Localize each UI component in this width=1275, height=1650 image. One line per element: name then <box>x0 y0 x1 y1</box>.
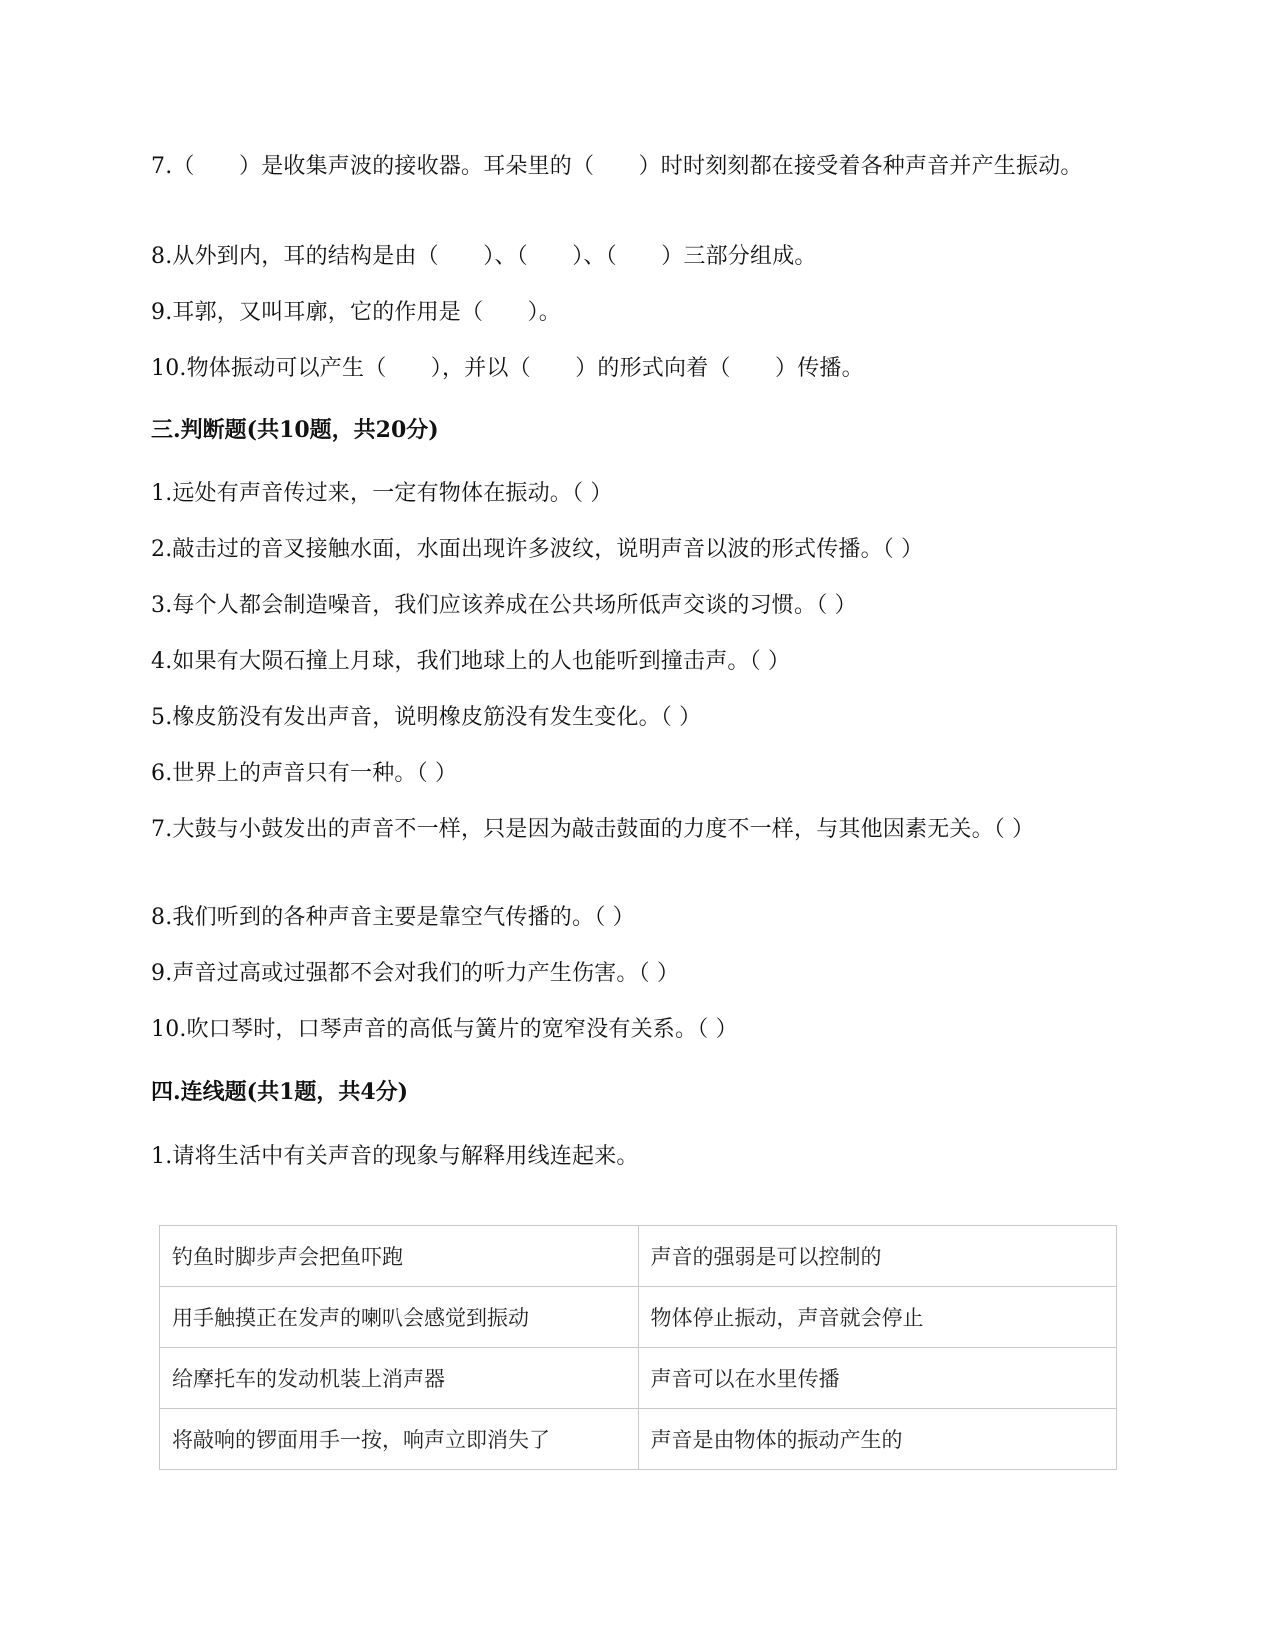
section-title-judgement: 三.判断题(共10题，共20分) <box>151 417 439 443</box>
phenomenon-cell: 钓鱼时脚步声会把鱼吓跑 <box>160 1226 639 1287</box>
judgement-question-3: 3.每个人都会制造噪音，我们应该养成在公共场所低声交谈的习惯。（ ） <box>151 593 857 618</box>
judgement-question-10: 10.吹口琴时，口琴声音的高低与簧片的宽窄没有关系。（ ） <box>151 1017 738 1042</box>
judgement-question-6: 6.世界上的声音只有一种。（ ） <box>151 761 458 786</box>
judgement-question-5: 5.橡皮筋没有发出声音，说明橡皮筋没有发生变化。（ ） <box>151 705 702 730</box>
phenomenon-cell: 用手触摸正在发声的喇叭会感觉到振动 <box>160 1287 639 1348</box>
fill-blank-question-9: 9.耳郭，又叫耳廓，它的作用是（ ）。 <box>151 300 561 325</box>
table-row <box>160 1226 1117 1287</box>
explanation-cell: 声音可以在水里传播 <box>638 1348 1117 1409</box>
judgement-question-2: 2.敲击过的音叉接触水面，水面出现许多波纹，说明声音以波的形式传播。（ ） <box>151 537 924 562</box>
phenomenon-cell: 将敲响的锣面用手一按，响声立即消失了 <box>160 1409 639 1470</box>
matching-question-1: 1.请将生活中有关声音的现象与解释用线连起来。 <box>151 1144 639 1169</box>
judgement-question-4: 4.如果有大陨石撞上月球，我们地球上的人也能听到撞击声。（ ） <box>151 649 791 674</box>
fill-blank-question-10: 10.物体振动可以产生（ ），并以（ ）的形式向着（ ）传播。 <box>151 356 864 381</box>
judgement-question-1: 1.远处有声音传过来，一定有物体在振动。（ ） <box>151 481 613 506</box>
section-title-matching: 四.连线题(共1题，共4分) <box>151 1079 409 1105</box>
fill-blank-question-7: 7.（ ）是收集声波的接收器。耳朵里的（ ）时时刻刻都在接受着各种声音并产生振动。 <box>151 154 1083 179</box>
explanation-cell: 声音的强弱是可以控制的 <box>638 1226 1117 1287</box>
judgement-question-7: 7.大鼓与小鼓发出的声音不一样，只是因为敲击鼓面的力度不一样，与其他因素无关。（ ） <box>151 817 1035 842</box>
phenomenon-cell: 给摩托车的发动机装上消声器 <box>160 1348 639 1409</box>
table-row <box>160 1348 1117 1409</box>
judgement-question-8: 8.我们听到的各种声音主要是靠空气传播的。（ ） <box>151 905 635 930</box>
explanation-cell: 声音是由物体的振动产生的 <box>638 1409 1117 1470</box>
explanation-cell: 物体停止振动，声音就会停止 <box>638 1287 1117 1348</box>
table-row <box>160 1409 1117 1470</box>
matching-table <box>159 1225 1117 1470</box>
judgement-question-9: 9.声音过高或过强都不会对我们的听力产生伤害。（ ） <box>151 961 680 986</box>
table-row <box>160 1287 1117 1348</box>
fill-blank-question-8: 8.从外到内，耳的结构是由（ ）、（ ）、（ ）三部分组成。 <box>151 244 817 269</box>
